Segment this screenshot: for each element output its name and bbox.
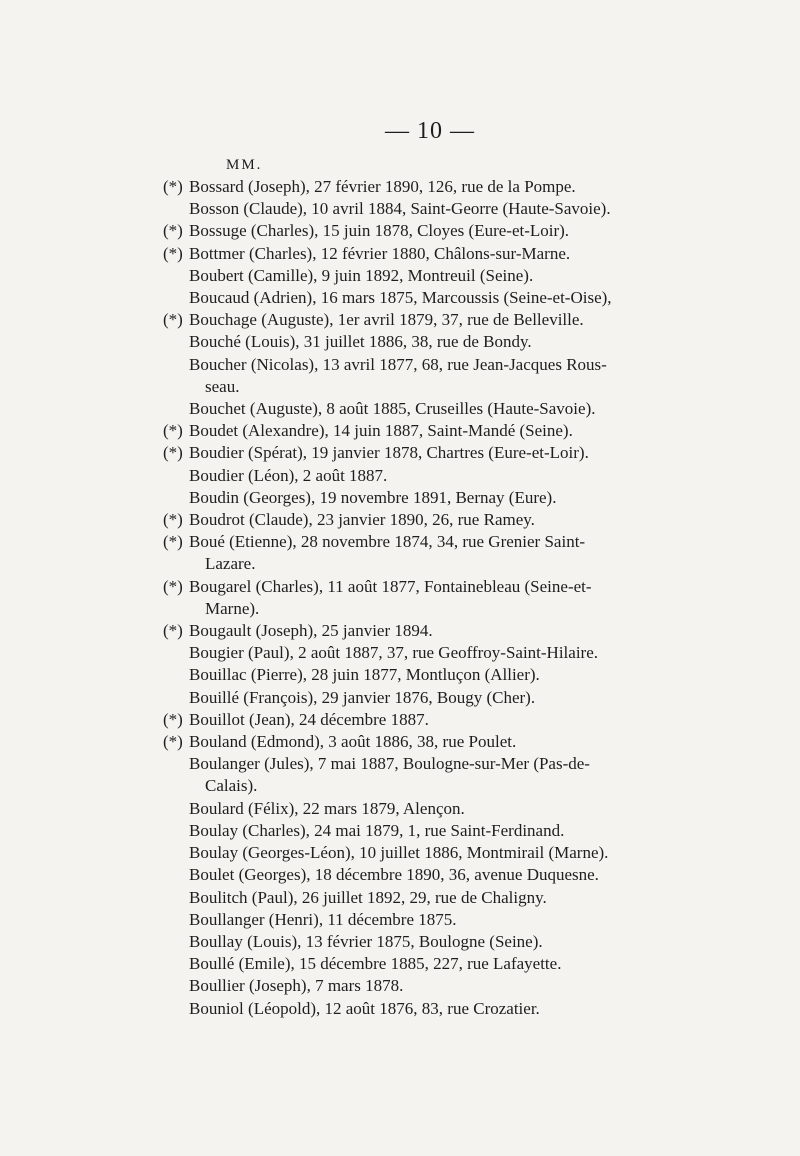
entry-text: Bouchet (Auguste), 8 août 1885, Cruseilles (Haute-Savoie). [189,399,596,419]
entry-marker: (*) [163,532,183,552]
entry-text: Bossuge (Charles), 15 juin 1878, Cloyes (Eure-et-Loir). [189,221,570,241]
entry-text: Bouillot (Jean), 24 décembre 1887. [189,709,429,729]
entry-text: Boulay (Charles), 24 mai 1879, 1, rue Saint-Ferdinand. [189,820,565,840]
entry-marker: (*) [163,221,183,241]
list-item [0,576,800,620]
list-item [0,398,800,420]
list-item [0,953,800,975]
list-item [0,931,800,953]
list-item [0,998,800,1020]
list-item [0,265,800,287]
list-item [0,820,800,842]
entry-text: Boué (Etienne), 28 novembre 1874, 34, rue Grenier Saint- [189,532,586,552]
entry-text: Boullay (Louis), 13 février 1875, Boulogne (Seine). [189,931,543,951]
entry-text: Bouchage (Auguste), 1er avril 1879, 37, rue de Belleville. [189,310,584,330]
member-list [0,176,800,1020]
entry-marker: (*) [163,310,183,330]
list-item [0,842,800,864]
entry-text: Boudin (Georges), 19 novembre 1891, Bernay (Eure). [189,487,557,507]
entry-text: Bougarel (Charles), 11 août 1877, Fontainebleau (Seine-et- [189,576,592,596]
list-item [0,709,800,731]
entry-text: Bougier (Paul), 2 août 1887, 37, rue Geoffroy-Saint-Hilaire. [189,643,599,663]
entry-text: Boudrot (Claude), 23 janvier 1890, 26, rue Ramey. [189,510,535,530]
list-item [0,531,800,575]
entry-text: Boullier (Joseph), 7 mars 1878. [189,976,404,996]
entry-text: Boulet (Georges), 18 décembre 1890, 36, avenue Duquesne. [189,865,599,885]
list-item [0,420,800,442]
list-item [0,798,800,820]
list-item [0,642,800,664]
entry-text: Boullé (Emile), 15 décembre 1885, 227, rue Lafayette. [189,954,562,974]
entry-marker: (*) [163,421,183,441]
list-item [0,331,800,353]
list-item [0,287,800,309]
entry-text: Boudier (Léon), 2 août 1887. [189,465,388,485]
entry-text: Bosson (Claude), 10 avril 1884, Saint-Georre (Haute-Savoie). [189,199,611,219]
list-item [0,664,800,686]
entry-marker: (*) [163,576,183,596]
entry-text: Boulanger (Jules), 7 mai 1887, Boulogne-sur-Mer (Pas-de- [189,754,590,774]
entry-text: Bossard (Joseph), 27 février 1890, 126, rue de la Pompe. [189,177,576,196]
entry-text: Bouland (Edmond), 3 août 1886, 38, rue Poulet. [189,732,517,752]
list-heading: MM. [226,157,263,173]
entry-marker: (*) [163,510,183,530]
list-item [0,909,800,931]
entry-text: Boulard (Félix), 22 mars 1879, Alençon. [189,798,465,818]
list-item [0,465,800,487]
entry-text: Boubert (Camille), 9 juin 1892, Montreuil (Seine). [189,265,534,285]
entry-text: Bouillac (Pierre), 28 juin 1877, Montluçon (Allier). [189,665,540,685]
list-item [0,442,800,464]
page-number: — 10 — [385,118,475,144]
list-item [0,887,800,909]
entry-marker: (*) [163,621,183,641]
entry-text-continuation: Marne). [205,598,260,618]
entry-marker: (*) [163,709,183,729]
entry-text: Boullanger (Henri), 11 décembre 1875. [189,909,457,929]
entry-marker: (*) [163,243,183,263]
list-item [0,687,800,709]
list-item [0,309,800,331]
entry-marker: (*) [163,443,183,463]
entry-text: Boudier (Spérat), 19 janvier 1878, Chartres (Eure-et-Loir). [189,443,589,463]
list-item [0,354,800,398]
entry-text: Bouniol (Léopold), 12 août 1876, 83, rue Crozatier. [189,998,540,1018]
list-item [0,975,800,997]
entry-text: Bottmer (Charles), 12 février 1880, Châlons-sur-Marne. [189,243,571,263]
entry-text: Boudet (Alexandre), 14 juin 1887, Saint-Mandé (Seine). [189,421,573,441]
list-item [0,220,800,242]
entry-text: Boucaud (Adrien), 16 mars 1875, Marcoussis (Seine-et-Oise), [189,288,612,308]
list-item [0,487,800,509]
entry-text: Boucher (Nicolas), 13 avril 1877, 68, rue Jean-Jacques Rous- [189,354,607,374]
list-item [0,620,800,642]
entry-text-continuation: seau. [205,376,240,396]
entry-marker: (*) [163,732,183,752]
entry-text: Bouché (Louis), 31 juillet 1886, 38, rue de Bondy. [189,332,532,352]
entry-text: Bougault (Joseph), 25 janvier 1894. [189,621,433,641]
list-item [0,509,800,531]
list-item [0,864,800,886]
entry-text: Boulitch (Paul), 26 juillet 1892, 29, rue de Chaligny. [189,887,547,907]
entry-text-continuation: Calais). [205,776,258,796]
entry-text: Bouillé (François), 29 janvier 1876, Bougy (Cher). [189,687,536,707]
list-item [0,243,800,265]
list-item [0,753,800,797]
entry-text: Boulay (Georges-Léon), 10 juillet 1886, Montmirail (Marne). [189,843,609,863]
list-item [0,198,800,220]
list-item [0,176,800,198]
entry-text-continuation: Lazare. [205,554,256,574]
entry-marker: (*) [163,177,183,196]
list-item [0,731,800,753]
